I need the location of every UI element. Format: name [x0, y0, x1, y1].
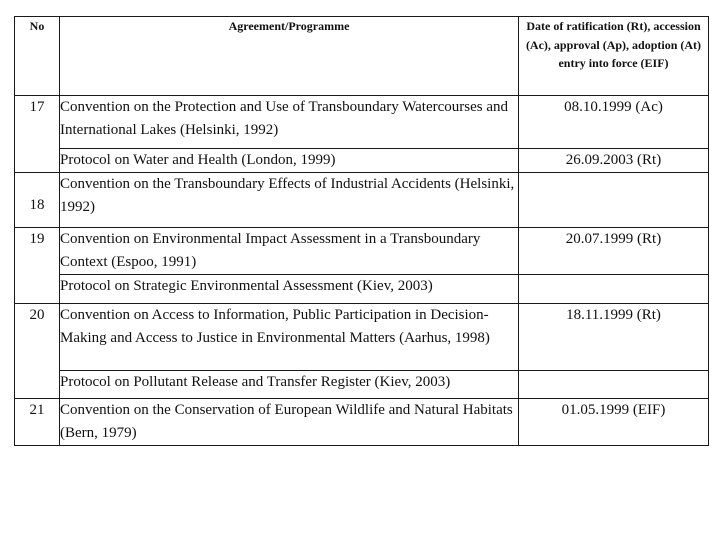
row-number: 20: [15, 304, 60, 399]
header-no: No: [15, 17, 60, 96]
header-row: [15, 17, 709, 96]
row-number: 21: [15, 399, 60, 446]
table-body: [15, 96, 709, 446]
date-cell: 26.09.2003 (Rt): [519, 149, 709, 173]
agreement-cell: Protocol on Water and Health (London, 1999): [60, 149, 519, 173]
agreement-cell: Convention on Environmental Impact Assessment in a Transboundary Context (Espoo, 1991): [60, 228, 519, 275]
date-cell: [519, 275, 709, 304]
header-date: Date of ratification (Rt), accession (Ac), approval (Ap), adoption (At) entry into force (EIF): [519, 17, 709, 96]
date-cell: 18.11.1999 (Rt): [519, 304, 709, 371]
table-subrow: [15, 149, 709, 173]
date-cell: 01.05.1999 (EIF): [519, 399, 709, 446]
agreement-cell: Convention on the Protection and Use of Transboundary Watercourses and International Lakes (Helsinki, 1992): [60, 96, 519, 149]
table-header: [15, 17, 709, 96]
row-number: 19: [15, 228, 60, 304]
header-agreement: Agreement/Programme: [60, 17, 519, 96]
date-cell: 20.07.1999 (Rt): [519, 228, 709, 275]
table-row: [15, 173, 709, 228]
table-subrow: [15, 371, 709, 399]
table-row: [15, 96, 709, 149]
agreement-cell: Protocol on Strategic Environmental Assessment (Kiev, 2003): [60, 275, 519, 304]
agreement-cell: Convention on the Conservation of European Wildlife and Natural Habitats (Bern, 1979): [60, 399, 519, 446]
date-cell: [519, 173, 709, 228]
table-row: [15, 304, 709, 371]
agreement-cell: Convention on the Transboundary Effects of Industrial Accidents (Helsinki, 1992): [60, 173, 519, 228]
row-number: 18: [15, 173, 60, 228]
table-row: [15, 228, 709, 275]
date-cell: 08.10.1999 (Ac): [519, 96, 709, 149]
row-number: 17: [15, 96, 60, 173]
date-cell: [519, 371, 709, 399]
table-subrow: [15, 275, 709, 304]
agreements-table: [14, 16, 709, 446]
agreement-cell: Convention on Access to Information, Public Participation in Decision-Making and Access to Justice in Environmental Matters (Aarhus, 1998): [60, 304, 519, 371]
agreement-cell: Protocol on Pollutant Release and Transfer Register (Kiev, 2003): [60, 371, 519, 399]
table-row: [15, 399, 709, 446]
